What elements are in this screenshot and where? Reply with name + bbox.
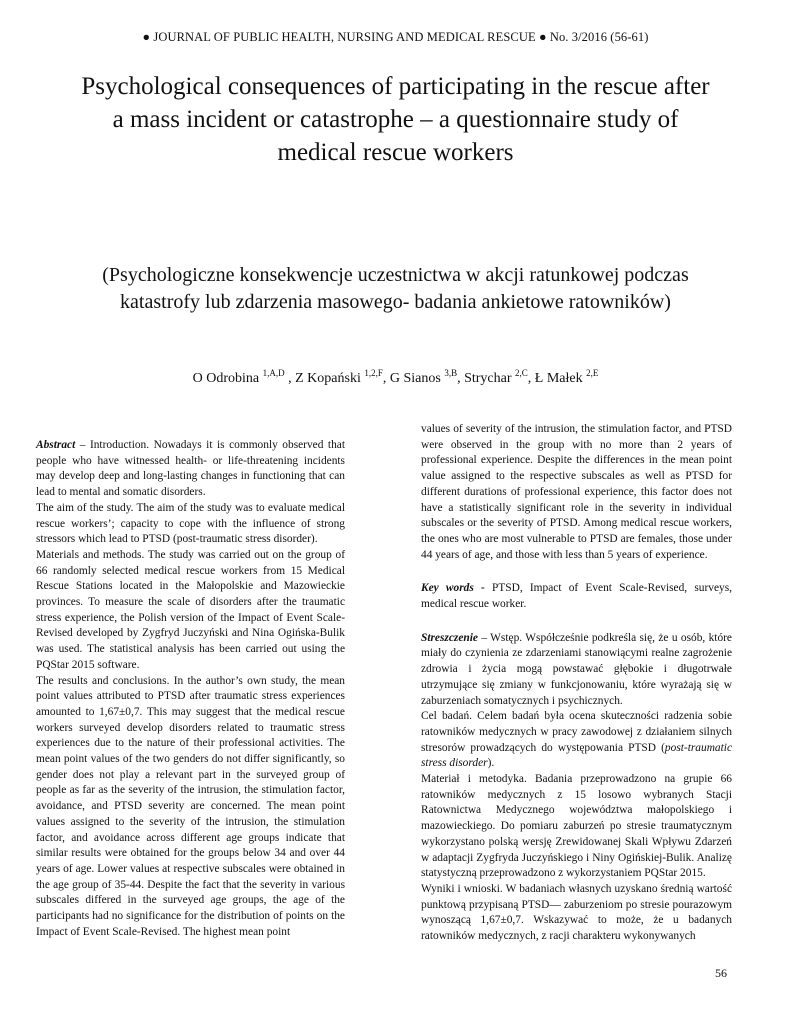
abstract-aim: The aim of the study. The aim of the study was to evaluate medical rescue workers’; capacity to cope with the influence of strong stressors which lead to PTSD (post-traumatic stress disorder). — [36, 501, 345, 546]
abstract-continued: values of severity of the intrusion, the stimulation factor, and PTSD were observed in the group with no more than 2 years of professional experience. Despite the differences in the mean point value assigned to the respective subscales as well as PTSD for different durations of professional experience, this factor does not have a statistically significant role in the severity in individual subscales or the severity of PTSD. Among medical rescue workers, the ones who are most vulnerable to PTSD are females, those under 44 years of age, and those with less than 5 years of experience. — [421, 423, 732, 561]
author — [192, 368, 296, 386]
streszczenie-methods: Materiał i metodyka. Badania przeprowadzono na grupie 66 ratowników medycznych z 15 losowo wybranych Stacji Ratownictwa Medycznego województwa małopolskiego i mazowieckiego. Do pomiaru zaburzeń po stresie traumatycznym wykorzystano polską wersję Zrewidowanej Skali Wpływu Zdarzeń w adaptacji Zygfryda Juczyńskiego i Niny Ogińskiej-Bulik. Analizę statystyczną przeprowadzono z wykorzystaniem PQStar 2015. — [421, 773, 732, 880]
journal-header — [0, 30, 791, 45]
article-title: Psychological consequences of participating in the rescue after a mass incident or catastrophe – a questionnaire study of medical rescue workers — [81, 73, 710, 166]
author — [464, 368, 535, 386]
author-name: Ł Małek — [534, 371, 583, 386]
author-name: Z Kopański — [295, 371, 361, 386]
author-name: Strychar — [464, 371, 512, 386]
abstract-intro-text: – Introduction. Nowadays it is commonly observed that people who have witnessed health- or life-threatening incidents may develop deep and long-lasting changes in functioning that can lead to mental and somatic disorders. — [36, 439, 345, 499]
author-affiliation: 2,C — [515, 368, 528, 378]
abstract-label: Abstract — [36, 439, 76, 451]
author-affiliation: 2,E — [586, 368, 599, 378]
author — [295, 368, 390, 386]
journal-name: JOURNAL OF PUBLIC HEALTH, NURSING AND MEDICAL RESCUE — [153, 30, 536, 44]
author-separator: , — [527, 371, 535, 386]
bullet-icon: ● — [142, 30, 151, 44]
keywords-label: Key words - — [421, 582, 485, 595]
author-separator: , — [457, 371, 465, 386]
author-affiliation: 1,A,D — [262, 368, 285, 378]
bullet-icon: ● — [538, 30, 547, 44]
streszczenie-label: Streszczenie — [421, 631, 478, 644]
streszczenie-results: Wyniki i wnioski. W badaniach własnych uzyskano średnią wartość punktową przypisaną PTSD— zaburzeniom po stresie pourazowym wynoszącą 1,67±0,7. Wskazywać to może, że u badanych ratowników medycznych, z racji charakteru wykonywanych — [421, 882, 732, 943]
streszczenie-intro — [421, 631, 732, 710]
streszczenie-aim-text: Cel badań. Celem badań była ocena skuteczności radzenia sobie ratowników medycznych w pracy zawodowej z działaniem silnych stresorów prowadzących do występowania PTSD ( — [421, 710, 732, 754]
right-column — [421, 422, 732, 945]
author-separator: , — [382, 371, 390, 386]
keywords — [421, 581, 732, 612]
abstract-intro — [36, 438, 345, 501]
article-subtitle-polish: (Psychologiczne konsekwencje uczestnictwa w akcji ratunkowej podczas katastrofy lub zdarzenia masowego- badania ankietowe ratowników) — [102, 264, 689, 313]
keywords-text: PTSD, Impact of Event Scale-Revised, surveys, medical rescue worker. — [421, 582, 732, 611]
issue-info: No. 3/2016 (56-61) — [549, 30, 649, 44]
author-affiliation: 1,2,F — [364, 368, 383, 378]
author — [389, 368, 465, 386]
streszczenie-aim-end: ). — [487, 757, 495, 770]
abstract-methods: Materials and methods. The study was carried out on the group of 66 randomly selected medical rescue workers from 15 Medical Rescue Stations located in the Małopolskie and Mazowieckie provinces. To measure the scale of disorders after the traumatic stress experience, the Polish version of the Impact of Event Scale-Revised developed by Zygfryd Juczyński and Nina Ogińska-Bulik was used. The statistical analysis has been carried out using the PQStar 2015 software. — [36, 548, 345, 671]
author-name: O Odrobina — [192, 371, 260, 386]
page-number: 56 — [715, 966, 727, 980]
author-list — [0, 368, 791, 387]
author — [534, 368, 599, 386]
abstract-column — [36, 438, 345, 941]
streszczenie-aim-term: post-traumatic stress disorder — [421, 741, 732, 770]
abstract-results: The results and conclusions. In the author’s own study, the mean point values attributed to PTSD after traumatic stress experiences amounted to 1,67±0,7. This may suggest that the medical rescue workers surveyed develop disorders related to traumatic stress experiences due to the nature of their professional activities. The mean point values of the two genders do not differ significantly, so gender does not play a relevant part in the surveyed group of people as far as the severity of the intrusion, the stimulation factor, avoidance, and PTSD severity are concerned. The mean point values assigned to the severity of the intrusion, the stimulation factor, and avoidance across different age groups indicate that similar results were obtained for the groups below 34 and over 44 years of age. Lower values at respective subscales were obtained in the age group of 35-44. Despite the fact that the severity in various subscales differed in the surveyed age groups, the age of the participants had no significance for the distribution of points on the Impact of Event Scale-Revised. The highest mean point — [36, 674, 345, 938]
author-separator: , — [284, 371, 296, 386]
streszczenie-intro-text: – Wstęp. Współcześnie podkreśla się, że u osób, które miały do czynienia ze zdarzeniami stanowiącymi realne zagrożenie zdrowia i życia mogą powstawać głębokie i długotrwałe utrzymujące się zmiany w funkcjonowaniu, które wyrażają się w zaburzeniach somatycznych i psychicznych. — [421, 631, 732, 707]
streszczenie-aim — [421, 709, 732, 772]
author-name: G Sianos — [389, 371, 441, 386]
author-affiliation: 3,B — [444, 368, 458, 378]
